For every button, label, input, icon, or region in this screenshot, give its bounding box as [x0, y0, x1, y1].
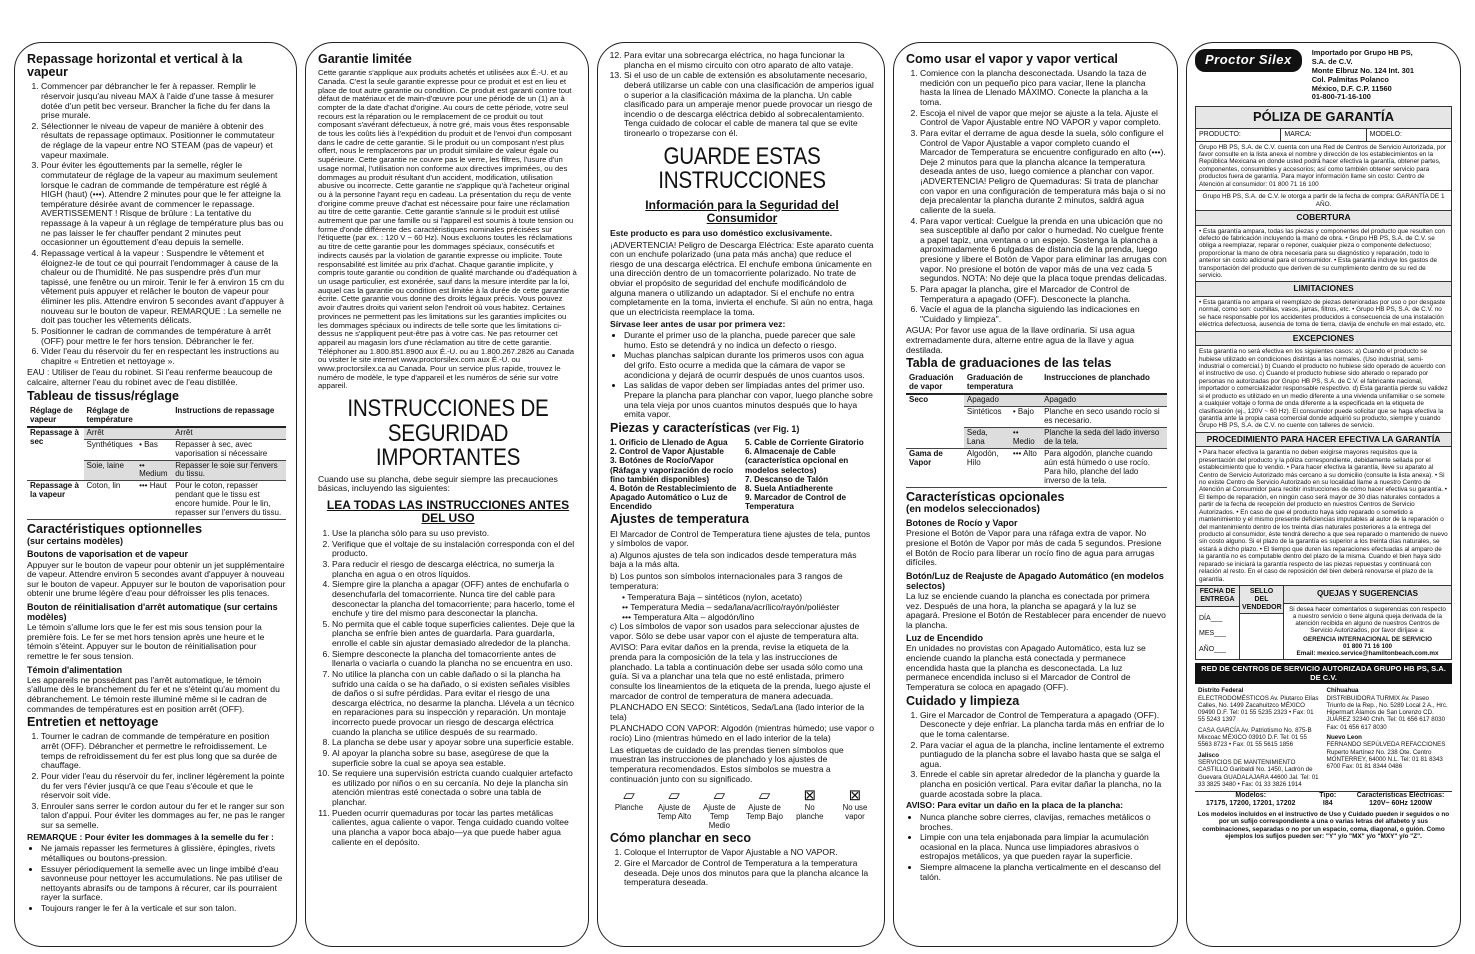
table-header: Graduación de temperatura: [964, 373, 1041, 394]
list-item: 12. Para evitar una sobrecarga eléctrica, no haga funcionar la plancha en el mismo circuito con otro aparato de alto vataje.: [624, 51, 874, 70]
heading-text: Piezas y características: [610, 420, 751, 435]
safety-list: [332, 529, 578, 847]
sello-col: [1240, 586, 1284, 659]
entretien-list: [41, 732, 286, 830]
list-item: • Limpie con una tela enjabonada para limpiar la acumulación ocasional en la placa. Nunca use limpiadores abrasivos o estropajos metálicos, ya que pueden rayar la superficie.: [920, 833, 1167, 862]
quejas-text: Si desea hacer comentarios o sugerencias con respecto a nuestro servicio o tiene alguna queja derivada de la atención recibida en alguno de nuestros Centros de Servicio Autorizados, por favor diríjase a:: [1289, 605, 1446, 635]
heading-reinit: Bouton de réinitialisation d'arrêt automatique (sur certains modèles): [27, 602, 278, 623]
list-item: 1. Use la plancha sólo para su uso previsto.: [332, 529, 578, 539]
temp-ranges: [622, 593, 874, 622]
product-fields: [1196, 129, 1451, 142]
list-item: 6. Vacíe el agua de la plancha siguiendo las indicaciones en "Cuidado y limpieza".: [920, 305, 1167, 324]
eau-note: EAU : Utiliser de l'eau du robinet. Si l'eau renferme beaucoup de calcaire, alterner l'eau du robinet avec de l'eau distillée.: [27, 367, 273, 387]
list-item: • Ne jamais repasser les fermetures à glissière, épingles, rivets métalliques ou boutons-pression.: [41, 844, 286, 863]
table-cell: Algodón, Hilo: [964, 449, 1010, 488]
table-header: Graduación de vapor: [906, 373, 964, 394]
label: Tipo:: [1319, 792, 1337, 800]
list-item: 1. Comience con la plancha desconectada. Usando la taza de medición con un pequeño pico para vaciar, llene la plancha hasta la línea de Llenado MÁXIMO. Conecte la plancha a la toma.: [920, 69, 1167, 108]
repassage-list: [41, 82, 286, 366]
label: Modelos:: [1235, 792, 1267, 800]
table-cell: Seda, Lana: [964, 428, 1010, 449]
panel-french-ironing: [14, 42, 297, 947]
center-entry: DISTRIBUIDORA TURMIX Av. Paseo Triunfo de la Rep., No. 5289 Local 2 A., Hrc. Hipermart Álamos de San Lorenzo CD. JUÁREZ 32340 Chih. Tel: 01 656 617 8030 Fax: 01 656 617 8030: [1326, 694, 1448, 731]
region: Distrito Federal: [1198, 687, 1244, 695]
paragraph: En unidades no provistas con Apagado Automático, esta luz se enciende cuando la plancha está conectada y permanece encendida hasta que la plancha es desconectada. La luz permanece encendida incluso si el Marcador de Control de Temperatura se coloca en apagado (OFF).: [906, 643, 1146, 692]
section-limitaciones: LIMITACIONES: [1196, 281, 1451, 297]
fabric-table-es: [906, 373, 1167, 487]
table-cell: Soie, laine: [84, 460, 137, 481]
list-item: 4. Siempre gire la plancha a apagar (OFF) antes de enchufarla o desenchufarla del tomacorriente. Nunca tire del cable para desconectar la plancha del tomacorriente; para hacerlo, tome el enchufe y tire del mismo para desconectar la plancha.: [332, 580, 578, 619]
intro: Grupo HB PS, S.A. de C.V. cuenta con una Red de Centros de Servicio Autorizada, por favor consulte en la lista anexa el nombre y dirección de los establecimientos en la República Mexicana en donde usted podrá hacer efectiva la garantía, obtener partes, componentes, consumibles y accesorios; así como también obtener servicio para productos fuera de garantía. Para mayor información llame sin costo: Centro de Atención al consumidor: 01 800 71 16 100: [1199, 143, 1447, 188]
intro: Cuando use su plancha, debe seguir siempre las precauciones básicas, incluyendo las siguientes:: [318, 473, 558, 494]
footer-note: Los modelos incluidos en el instructivo de Uso y Cuidado pueden ir seguidos o no por un sufijo correspondiente a una o varias letras del alfabeto y sus combinaciones, separadas o no por un espacio, coma, diagonal, o guión. Como ejemplos los sufijos pueden ser: "Y" y/o "MX" y/o "MXY" y/o "Z".: [1197, 810, 1450, 841]
date-field: DÍA___: [1199, 614, 1223, 622]
red-centros-bar: RED DE CENTROS DE SERVICIO AUTORIZADA GRUPO HB PS, S.A. DE C.V.: [1195, 663, 1452, 684]
warranty-box: [1195, 106, 1452, 660]
section-excepciones: EXCEPCIONES: [1196, 331, 1451, 347]
service-centers: [1195, 684, 1452, 791]
panel-vapor: [893, 42, 1178, 947]
crossed-steam-icon: ⊠: [848, 787, 862, 805]
first-use-list: [624, 331, 874, 420]
paragraph: b) Los puntos son símbolos internacionales para 3 rangos de temperatura:: [610, 571, 843, 591]
list-item: 2. Sélectionner le niveau de vapeur de manière à obtenir des résultats de repassage optimaux. Positionner le commutateur de réglage de la vapeur entre NO STEAM (pas de vapeur) et vapeur maximale.: [41, 122, 286, 161]
paragraph: Le témoin s'allume lors que le fer est mis sous tension pour la première fois. Le fer se met hors tension après une heure et le témoin s'éteint. Appuyer sur le bouton de réinitialisation pour remettre le fer sous tension.: [27, 622, 265, 662]
paragraph: Les appareils ne possédant pas l'arrêt automatique, le témoin s'allume dès le branchement du fer et ne s'éteint qu'au moment du débranchement. Le témoin reste illuminé même si le cadran de commandes de températures est en position arrêt (OFF).: [27, 674, 280, 714]
part-item: 6. Almacenaje de Cable (característica opcional en modelos selectos): [745, 447, 849, 475]
part-item: 3. Botónes de Rocío/Vapor (Ráfaga y vaporización de rocío fino también disponibles): [610, 456, 734, 484]
field-marca: MARCA:: [1281, 129, 1366, 141]
parts-list: [610, 438, 874, 512]
tipo-value: I84: [1322, 800, 1333, 808]
center-entry: ELECTRODOMÉSTICOS Av. Plutarco Elías Calles, No. 1499 Zacahuitzco MÉXICO 09490 D.F. Tel: 01 55 5235 2323 • Fax: 01 55 5243 1397: [1198, 694, 1319, 724]
info-title: Información para la Seguridad del Consumidor: [645, 197, 839, 225]
region: Chihuahua: [1326, 687, 1359, 695]
list-item: 3. Enrede el cable sin apretar alrededor de la plancha y guarde la plancha en posición vertical. Para evitar dañar la plancha, no la guarde acostada sobre la placa.: [920, 770, 1167, 799]
agua-note: AGUA: Por favor use agua de la llave ordinaria. Si usa agua extremadamente dura, alterne entre agua de la llave y agua destilada.: [906, 325, 1135, 355]
header: [1195, 49, 1452, 102]
symbol-bajo: [746, 788, 784, 830]
importer-line: Monte Elbruz No. 124 Int. 301: [1311, 65, 1414, 75]
list-item: • Essuyer périodiquement la semelle avec un linge imbibé d'eau savonneuse pour nettoyer les accumulations. Ne pas utiliser de nettoyants abrasifs ou de tampons à récurer, car ils pourraient rayer la surface.: [41, 865, 286, 904]
list-item: 11. Pueden ocurrir quemaduras por tocar las partes metálicas calientes, agua caliente o vapor. Tenga cuidado cuando voltee una plancha a vapor boca abajo—ya que puede haber agua caliente en el depósito.: [332, 809, 578, 848]
heading-caracteristiques: Caractéristiques optionnelles: [27, 522, 203, 537]
part-item: 2. Control de Vapor Ajustable: [610, 447, 724, 457]
models-value: 17175, 17200, 17201, 17202: [1205, 800, 1296, 808]
list-item: 5. Positionner le cadran de commandes de température à arrêt (OFF) pour mettre le fer hors tension. Débrancher le fer.: [41, 327, 286, 346]
part-item: 1. Orificio de Llenado de Agua: [610, 437, 728, 447]
fabric-table: [27, 406, 286, 520]
table-cell: [136, 427, 172, 439]
iron-icon: ▱: [668, 787, 680, 805]
list-item: 3. Pour éviter les égouttements par la semelle, régler le commutateur de réglage de la vapeur au maximum seulement lorsque le cadran de commande de température est réglé à HIGH (haut) (•••). Attendre 2 minutes pour que le fer atteigne la température désirée avant de commencer le repassage. AVERTISSEMENT ! Risque de brûlure : La tentative du repassage à la vapeur à un réglage de température plus bas ou ne pas laisser le fer chauffer pendant 2 minutes peut occasionner un égouttement d'eau depuis la semelle.: [41, 161, 286, 248]
heading-tableau: Tableau de tissus/réglage: [27, 388, 179, 403]
table-cell: Sintéticos: [964, 407, 1010, 428]
seco-list: [624, 848, 874, 888]
table-cell: Seco: [906, 394, 964, 448]
table-header: Réglage de température: [84, 406, 173, 427]
list-item: 10. Se requiere una supervisión estricta cuando cualquier artefacto es utilizado por niños o en su cercanía. No deje la plancha sin atención mientras esté conectada o sobre una tabla de planchar.: [332, 769, 578, 808]
heading-repassage: Repassage horizontal et vertical à la vapeur: [27, 52, 243, 80]
gerencia: GERENCIA INTERNACIONAL DE SERVICIO: [1303, 636, 1432, 644]
importer-line: México, D.F. C.P. 11560: [1311, 83, 1392, 93]
symbol-label: No use vapor: [842, 803, 868, 821]
table-row: [906, 449, 1167, 488]
paragraph: El Marcador de Control de Temperatura tiene ajustes de tela, puntos y símbolos de vapor.: [610, 528, 871, 549]
safety-list-cont: [624, 51, 874, 139]
table-row: [27, 427, 286, 439]
list-item: 1. Gire el Marcador de Control de Temperatura a apagado (OFF). Desconecte y deje enfriar. La plancha tarda más en enfriar de lo que le toma calentarse.: [920, 711, 1167, 740]
remarque-list: [41, 844, 286, 913]
list-item: 5. No permita que el cable toque superficies calientes. Deje que la plancha se enfríe bien antes de guardarla. Para guardarla, enrolle el cable sin ajustar demasiado alrededor de la plancha.: [332, 620, 578, 649]
lea-heading: LEA TODAS LAS INSTRUCCIONES ANTES DEL USO: [326, 497, 570, 525]
sirvase: Sírvase leer antes de usar por primera vez:: [610, 318, 786, 329]
table-header: Instrucciones de planchado: [1041, 373, 1167, 394]
list-item: • Toujours ranger le fer à la verticale et sur son talon.: [41, 904, 286, 914]
table-cell: Repassage à la vapeur: [27, 481, 84, 520]
panel-poliza: [1186, 42, 1461, 947]
list-item: 1. Coloque el Interruptor de Vapor Ajustable a NO VAPOR.: [624, 848, 874, 858]
col-header: FECHA DE ENTREGA: [1196, 586, 1239, 607]
iron-icon: ▱: [713, 787, 726, 805]
heading-temoin: Témoin d'alimentation: [27, 664, 123, 675]
part-item: 5. Cable de Corriente Giratorio: [745, 437, 864, 447]
symbol-label: No planche: [796, 803, 824, 821]
part-item: 9. Marcador de Control de Temperatura: [745, 493, 846, 512]
symbol-medio: [700, 788, 738, 830]
table-cell: • Bajo: [1010, 407, 1041, 428]
table-cell: Gama de Vapor: [906, 449, 964, 488]
heading-entretien: Entretien et nettoyage: [27, 715, 159, 730]
table-cell: Planche en seco usando rocío si es necesario.: [1041, 407, 1167, 428]
aviso-list: [920, 813, 1167, 882]
iron-icon: ▱: [623, 787, 635, 805]
part-item: 4. Botón de Restablecimiento de Apagado Automático o Luz de Encendido: [610, 483, 737, 512]
list-item: 2. Gire el Marcador de Control de Temperatura a la temperatura deseada. Deje unos dos minutos para que la plancha alcance la temperatura deseada.: [624, 859, 874, 888]
paragraph: Presione el Botón de Vapor para una ráfaga extra de vapor. No presione el Botón de Vapor por más de cada 5 segundos. Presione el Botón de Rocío para liberar un rocío fino de agua para arrugas difíciles.: [906, 528, 1162, 568]
poliza-title: PÓLIZA DE GARANTÍA: [1196, 107, 1451, 129]
heading-como: Como usar el vapor y vapor vertical: [906, 52, 1118, 66]
symbol-no-planche: [791, 788, 829, 830]
symbol-label: Ajuste de Temp Bajo: [746, 803, 783, 821]
fecha-col: [1196, 586, 1240, 659]
list-item: 3. Para reducir el riesgo de descarga eléctrica, no sumerja la plancha en agua o en otros líquidos.: [332, 560, 578, 579]
list-item: • Muchas planchas salpican durante los primeros usos con agua del grifo. Esto ocurre a medida que la cámara de vapor se acondiciona y dejará de ocurrir después de unos cuantos usos.: [624, 351, 874, 380]
table-cell: ••• Alto: [1010, 449, 1041, 488]
models-row: [1195, 791, 1452, 808]
col-header: QUEJAS Y SUGERENCIAS: [1284, 586, 1451, 604]
importer-line: 01-800-71-16-100: [1311, 92, 1371, 102]
importer-line: Importado por Grupo HB PS,: [1311, 48, 1413, 57]
list-item: 5. Para apagar la plancha, gire el Marcador de Control de Temperatura a apagado (OFF). Desconecte la plancha.: [920, 285, 1167, 304]
vapor-list: [920, 69, 1167, 324]
list-item: 6. Siempre desconecte la plancha del tomacorriente antes de llenarla o vaciarla o cuando la plancha no se encuentra en uso.: [332, 650, 578, 669]
heading-tabla: Tabla de graduaciones de las telas: [906, 356, 1112, 371]
heading-garantie: Garantie limitée: [318, 52, 412, 66]
heading-boton: Botón/Luz de Reajuste de Apagado Automático (en modelos selectos): [906, 570, 1164, 591]
symbol-label: Planche: [614, 803, 644, 813]
heading-botones: Botones de Rocío y Vapor: [906, 518, 1018, 529]
paragraph: Appuyer sur le bouton de vapeur pour obtenir un jet supplémentaire de vapeur. Attendre environ 5 secondes avant d'appuyer à nouveau sur le bouton de vapeur. Appuyer sur le bouton de vaporisation pour obtenir une brume légère d'eau pour défroisser les plis tenaces.: [27, 559, 286, 599]
list-item: 7. No utilice la plancha con un cable dañado o si la plancha ha sufrido una caída o se ha dañado, o si existen señales visibles de daños o si sufre pérdidas. Para evitar el riesgo de una descarga eléctrica, no desarme la plancha. Llévela a un técnico en reparaciones para su inspección y reparación. Un montaje incorrecto puede provocar un riesgo de descarga eléctrica cuando la plancha se utilice después de su rearmado.: [332, 670, 578, 737]
crossed-iron-icon: ⊠: [803, 787, 817, 805]
section-procedimiento: PROCEDIMIENTO PARA HACER EFECTIVA LA GARANTÍA: [1196, 432, 1451, 448]
list-item: 13. Si el uso de un cable de extensión es absolutamente necesario, deberá utilizarse un cable con una clasificación de amperios igual o superior a la clasificación máxima de la plancha. Un cable clasificado para un amperaje menor puede provocar un riesgo de incendio o de descarga eléctrica debido al sobrecalentamiento. Tenga cuidado de colocar el cable de manera tal que se evite tironearlo o tropezarse con él.: [624, 71, 874, 138]
part-item: 8. Suela Antiadherente: [745, 483, 833, 493]
aviso: AVISO: Para evitar un daño en la placa de la plancha:: [906, 800, 1124, 811]
paragraph: c) Los símbolos de vapor son usados para seleccionar ajustes de vapor. Sólo se debe usar vapor con el ajuste de temperatura alta.: [610, 621, 860, 641]
heading-piezas: [610, 422, 874, 435]
list-item: 9. Al apoyar la plancha sobre su base, asegúrese de que la superficie sobre la cual se apoya sea estable.: [332, 749, 578, 768]
list-item: • Durante el primer uso de la plancha, puede parecer que sale humo. Esto se detendrá y no indica un defecto o riesgo.: [624, 331, 874, 350]
symbol-alto: [655, 788, 693, 830]
field-producto: PRODUCTO:: [1196, 129, 1281, 141]
list-item: 2. Escoja el nivel de vapor que mejor se ajuste a la tela. Ajuste el Control de Vapor Ajustable entre NO VAPOR y vapor completo.: [920, 109, 1167, 128]
table-cell: Repasser à sec, avec vaporisation si nécessaire: [172, 439, 286, 460]
label: Características Eléctricas:: [1356, 792, 1445, 800]
big-title-guarde: GUARDE ESTAS INSTRUCCIONES: [658, 142, 826, 195]
paragraph: La luz se enciende cuando la plancha es conectada por primera vez. Después de una hora, la plancha se apagará y la luz se apagará. Presione el Botón de Restablecer para encender de nuevo la plancha.: [906, 590, 1166, 630]
remarque: REMARQUE : Pour éviter les dommages à la semelle du fer :: [27, 831, 274, 842]
table-cell: Arrêt: [84, 427, 137, 439]
symbol-label: Ajuste de Temp Medio: [703, 803, 736, 830]
heading-seco: Cómo planchar en seco: [610, 831, 752, 846]
paragraph: Las etiquetas de cuidado de las prendas tienen símbolos que muestran las instrucciones de planchado y los ajustes de temperatura recomendados. Estos símbolos se muestra a continuación junto con su significado.: [610, 744, 844, 784]
range-item: •• Temperatura Media – seda/lana/acrílico/rayón/poliéster: [622, 601, 840, 612]
table-cell: Apagado: [964, 394, 1010, 406]
center-entry: FERNANDO SEPÚLVEDA REFACCIONES Ruperto Martínez No. 238 Ote. Centro MONTERREY, 64000 N.L. Tel: 01 81 8343 6700 Fax: 01 81 8344 0486: [1326, 741, 1446, 771]
heading-cuidado: Cuidado y limpieza: [906, 693, 1020, 708]
list-item: 1. Commencer par débrancher le fer à repasser. Remplir le réservoir jusqu'au niveau MAX à l'aide d'une tasse à mesurer dotée d'un petit bec verseur. Brancher la fiche du fer dans la prise murale.: [41, 82, 286, 121]
quejas-section: [1196, 585, 1451, 659]
care-symbols: [610, 788, 874, 830]
symbol-planche: [610, 788, 648, 830]
table-cell: Apagado: [1041, 394, 1167, 406]
heading-luz: Luz de Encendido: [906, 633, 984, 644]
panel-guarde: [597, 42, 885, 947]
paragraph: a) Algunos ajustes de tela son indicados desde temperatura más baja a la más alta.: [610, 549, 857, 570]
date-field: MES___: [1199, 630, 1226, 638]
list-item: 4. Repassage vertical à la vapeur : Suspendre le vêtement et éloignez-le de tout ce qui pourrait l'endommager à cause de la chaleur ou de l'humidité. Ne pas suspendre près d'un mur tapissé, une fenêtre ou un miroir. Tenir le fer à environ 15 cm du vêtement puis appuyer et relâcher le bouton de vapeur pour éliminer les plis. Attendre environ 5 secondes avant d'appuyer à nouveau sur le bouton de vapeur. REMARQUE : La semelle ne doit pas toucher les vêtements délicats.: [41, 249, 286, 326]
iron-icon: ▱: [758, 787, 771, 805]
table-header: Instructions de repassage: [172, 406, 286, 427]
brand-logo: Proctor Silex: [1195, 49, 1302, 72]
table-header: Réglage de vapeur: [27, 406, 84, 427]
paragraph: PLANCHADO CON VAPOR: Algodón (mientras húmedo; use vapor o rocío) Lino (mientras húmedo en el lado interior de la tela): [610, 723, 874, 744]
panel-garantie: [305, 42, 589, 947]
excepciones-text: Esta garantía no será efectiva en los siguientes casos: a) Cuando el producto se hubiese utilizado en condiciones distintas a las normales. (Uso industrial, semi-industrial o comercial.) b) Cuando el producto no hubiese sido operado de acuerdo con el instructivo de uso. c) Cuando el producto hubiese sido alterado o reparado por personas no autorizadas por Grupo HB PS, S.A. de C.V. el fabricante nacional, importador o comercializador responsable respectivo. d) Esta garantía pierde su validez si el producto es utilizado en un medio diferente a una vivienda unifamiliar o se somete a cualquier voltaje o forma de onda diferente a la especificada en la etiqueta de clasificación (ej., 120V ~ 60 Hz). El consumidor puede solicitar que se haga efectiva la garantía ante la propia casa comercial donde adquirió su producto, siempre y cuando Grupo HB PS, S.A. de C.V. no cuente con talleres de servicio.: [1199, 348, 1448, 430]
heading-ajustes: Ajustes de temperatura: [610, 512, 749, 527]
table-cell: Coton, lin: [84, 481, 137, 520]
table-cell: [1010, 394, 1041, 406]
date-field: AÑO___: [1199, 646, 1226, 654]
procedimiento-text: • Para hacer efectiva la garantía no deben exigirse mayores requisitos que la presentación del producto y la póliza correspondiente, debidamente sellada por el establecimiento que lo vendió. • Para hacer efectiva la garantía, lleve su aparato al Centro de Servicio Autorizado más cercano a su domicilio (consulte la lista anexa). • Si no existe Centro de Servicio Autorizado en su localidad llame a nuestro Centro de Atención al Consumidor para recibir instrucciones de cómo hacer efectiva su garantía. • El tiempo de reparación, en ningún caso será mayor de 30 días naturales contados a partir de la fecha de recepción del producto en nuestros Centros de Servicio Autorizados. • En caso de que el producto haya sido reparado o sometido a mantenimiento y el mismo presente deficiencias imputables al autor de la reparación o del mantenimiento dentro de los treinta días naturales posteriores a la entrega del producto al consumidor, éste tendrá derecho a que sea reparado o mantenido de nuevo sin costo alguno. Si el plazo de la garantía es superior a los treinta días naturales, se estará a dicho plazo. • El tiempo que duren las reparaciones efectuadas al amparo de la garantía no es computable dentro del plazo de la misma. Cuando el bien haya sido reparado se iniciará la garantía respecto de las piezas repuestas y continuará con relación al resto. En el caso de reposición del bien deberá renovarse el plazo de la garantía.: [1199, 449, 1448, 583]
electrical-value: 120V~ 60Hz 1200W: [1369, 800, 1433, 808]
advertencia: ¡ADVERTENCIA! Peligro de Descarga Eléctrica: Este aparato cuenta con un enchufe polarizado (una pata más ancha) que reduce el riesgo de una descarga eléctrica. El enchufe embona únicamente en una dirección dentro de un tomacorriente polarizado. No trate de obviar el propósito de seguridad del enchufe modificándolo de alguna manera o utilizando un adaptador. Si el enchufe no entra completamente en la toma, inviertа el enchufe. Si aún no entra, haga que un electricista reemplace la toma.: [610, 239, 874, 317]
cuidado-list: [920, 711, 1167, 800]
table-cell: Arrêt: [172, 427, 286, 439]
symbol-no-vapor: [836, 788, 874, 830]
list-item: • Nunca planche sobre cierres, clavijas, remaches metálicos o broches.: [920, 813, 1167, 832]
importer-info: [1312, 49, 1414, 102]
domestico: Este producto es para uso doméstico exclusivamente.: [610, 227, 833, 238]
importer-line: Col. Palmitas Polanco: [1311, 74, 1389, 84]
subheading: (sur certains modèles): [27, 536, 124, 547]
table-cell: ••• Haut: [136, 481, 172, 520]
region: Nuevo Leon: [1326, 734, 1362, 742]
center-entry: SERVICIOS DE MANTENIMIENTO CASTILLO Garibaldi No. 1450, Ladrón de Guevara GUADALAJARA 44600 Jal. Tel: 01 33 3825 3480 • Fax: 01 33 3826 1914: [1198, 759, 1319, 788]
garantie-text: Cette garantie s'applique aux produits achetés et utilisées aux É.-U. et au Canada. C'est la seule garantie expresse pour ce produit et est en lieu et place de tout autre garantie ou condition. Ce produit est garanti contre tout défaut de matériaux et de main-d'œuvre pour une période de un (1) an à compter de la date d'achat d'origine. Au cours de cette période, votre seul recours est la réparation ou le remplacement de ce produit ou tout composant s'avérant défectueux, à notre gré, mais vous êtes responsable de tous les coûts liés à l'expédition du produit et de l'envoi d'un composant dans le cadre de cette garantie. Si le produit ou un composant n'est plus offert, nous le remplacerons par un produit similaire de valeur égale ou supérieure. Cette garantie ne couvre pas le verre, les filtres, l'usure d'un usage normal, l'utilisation non conforme aux directives imprimées, ou des dommages au produit résultant d'un accident, modification, utilisation abusive ou incorrecte. Cette garantie ne s'applique qu'à l'acheteur original ou à la personne l'ayant reçu en cadeau. La présentation du reçu de vente d'origine comme preuve d'achat est nécessaire pour faire une réclamation au titre de cette garantie. Cette garantie s'annule si le produit est utilisé autrement que par une famille ou si l'appareil est soumis à toute tension ou forme d'onde différente des caractéristiques nominales précisées sur l'étiquette (par ex. : 120 V ~ 60 Hz). Nous excluons toutes les réclamations au titre de cette garantie pour les dommages spéciaux, consécutifs et indirects causés par la violation de garantie expresse ou implicite. Toute responsabilité est limitée au prix d'achat. Chaque garantie implicite, y compris toute garantie ou condition de qualité marchande ou d'adéquation à un usage particulier, est exonérée, sauf dans la mesure interdite par la loi, auquel cas la garantie ou condition est limitée à la durée de cette garantie écrite. Cette garantie vous donne des droits légaux précis. Vous pouvez avoir d'autres droits qui varient selon l'endroit où vous habitez. Certaines provinces ne permettent pas les limitations sur les garanties implicites ou les dommages spéciaux ou indirects de telle sorte que les limitations ci-dessus ne s'appliquent peut-être pas à votre cas. Ne pas retourner cet appareil au magasin lors d'une réclamation au titre de cette garantie. Téléphoner au 1.800.851.8900 aux É.-U. ou au 1.800.267.2826 au Canada ou visiter le site internet www.proctorsilex.com aux É.-U. ou www.proctorsilex.ca au Canada. Pour un service plus rapide, trouvez le numéro de modèle, le type d'appareil et les numéros de série sur votre appareil.: [318, 68, 577, 391]
symbol-label: Ajuste de Temp Alto: [657, 803, 692, 821]
list-item: 6. Vider l'eau du réservoir du fer en respectant les instructions au chapitre « Entretien et nettoyage ».: [41, 347, 286, 366]
importer-line: S.A. de C.V.: [1311, 56, 1353, 66]
table-cell: Pour le coton, repasser pendant que le tissu est encore humide. Pour le lin, repasser sur l'envers du tissu.: [172, 481, 286, 520]
list-item: 2. Para vaciar el agua de la plancha, incline lentamente el extremo puntiagudo de la plancha sobre el lavabo hasta que se salga el agua.: [920, 741, 1167, 770]
fig-ref: (ver Fig. 1): [753, 423, 800, 434]
list-item: 8. La plancha se debe usar y apoyar sobre una superficie estable.: [332, 738, 578, 748]
region: Jalisco: [1198, 751, 1219, 759]
big-title-seguridad: INSTRUCCIONES DE SEGURIDAD IMPORTANTES: [347, 395, 549, 472]
table-cell: •• Medio: [1010, 428, 1041, 449]
table-cell: Repassage à sec: [27, 427, 84, 481]
col-header: SELLO DEL VENDEDOR: [1240, 586, 1283, 614]
list-item: 3. Para evitar el derrame de agua desde la suela, sólo configure el Control de Vapor Ajustable a vapor completo cuando el Marcador de Temperatura se encuentre configurado en alto (•••). Deje 2 minutos para que la plancha alcance la temperatura deseada antes de uso, luego comience a planchar con vapor. ¡ADVERTENCIA! Peligro de Quemaduras: Si trata de planchar con vapor en una configuración de temperatura más baja o si no deja precalentar la plancha durante 2 minutos, saldrá agua caliente de la suela.: [920, 129, 1167, 216]
gerencia-tel: 01 800 71 16 100: [1342, 643, 1393, 651]
paragraph: AVISO: Para evitar daños en la prenda, revise la etiqueta de la prenda para la composición de la tela y las instrucciones de planchado. La tabla a continuación debe ser usada sólo como una guía. Si va a planchar una tela que no esté enlistada, primero consulte los lineamientos de la etiqueta de la prenda, luego ajuste el marcador de control de temperatura de manera adecuada.: [610, 642, 871, 701]
table-cell: Repasser le soie sur l'envers du tissu.: [172, 460, 286, 481]
part-item: 7. Descanso de Talón: [745, 474, 829, 484]
table-row: [906, 394, 1167, 406]
otorga: Grupo HB PS, S.A. de C.V. le otorga a partir de la fecha de compra: GARANTÍA DE 1 AÑO.: [1196, 190, 1451, 210]
table-cell: • Bas: [136, 439, 172, 460]
table-row: [27, 481, 286, 520]
list-item: 4. Para vapor vertical: Cuelgue la prenda en una ubicación que no sea susceptible al daño por calor o humedad. No cuelgue frente a papel tapiz, una ventana o un espejo. Sostenga la plancha a aproximadamente 6 pulgadas de distancia de la prenda, luego presione y libere el Botón de Vapor para eliminar las arrugas con vapor. No presione el botón de vapor más de una vez cada 5 segundos. NOTA: No deje que la placa toque prendas delicadas.: [920, 217, 1167, 284]
list-item: 3. Enrouler sans serrer le cordon autour du fer et le ranger sur son talon d'appui. Pour éviter les dommages au fer, ne pas le ranger sur sa semelle.: [41, 802, 286, 831]
cobertura-text: • Esta garantía ampara, todas las piezas y componentes del producto que resulten con defecto de fabricación incluyendo la mano de obra. • Grupo HB PS, S.A. de C.V. se obliga a reemplazar, reparar o reponer, cualquier pieza o componente defectuoso; proporcionar la mano de obra necesaria para su diagnóstico y reparación, todo lo anterior sin costo adicional para el consumidor. • Esta garantía incluye los gastos de transportación del producto que deriven de su cumplimiento dentro de su red de servicio.: [1199, 227, 1445, 280]
field-modelo: MODELO:: [1369, 130, 1402, 138]
subheading: (en modelos seleccionados): [906, 503, 1040, 515]
center-entry: CASA GARCÍA Av. Patriotismo No. 875-B Mixcoac MÉXICO 03910 D.F. Tel: 01 55 5563 8723 • Fax: 01 55 5615 1856: [1198, 726, 1312, 749]
table-cell: Para algodón, planche cuando aún está húmedo o use rocío. Para hilo, planche del lado inverso de la tela.: [1041, 449, 1167, 488]
list-item: • Las salidas de vapor deben ser limpiadas antes del primer uso. Prepare la plancha para planchar con vapor, luego planche sobre una tela vieja por unos cuantos minutos después que lo haya emita vapor.: [624, 381, 874, 420]
range-item: • Temperatura Baja – sintéticos (nylon, acetato): [622, 592, 803, 603]
table-cell: Planche la seda del lado inverso de la tela.: [1041, 428, 1167, 449]
heading-carac-es: Características opcionales: [906, 489, 1065, 504]
paragraph: PLANCHADO EN SECO: Sintéticos, Seda/Lana (lado interior de la tela): [610, 702, 865, 722]
list-item: • Siempre almacene la plancha verticalmente en el descanso del talón.: [920, 863, 1167, 882]
list-item: 1. Tourner le cadran de commande de température en position arrêt (OFF). Débrancher et permettre le refroidissement. Le temps de refroidissement du fer est plus long que sa durée de chauffage.: [41, 732, 286, 771]
table-cell: •• Medium: [136, 460, 172, 481]
quejas-col: [1284, 586, 1451, 659]
table-cell: Synthétiques: [84, 439, 137, 460]
list-item: 2. Pour vider l'eau du réservoir du fer, incliner légèrement la pointe du fer vers l'évier jusqu'à ce que l'eau s'écoule et que le réservoir soit vide.: [41, 772, 286, 801]
range-item: ••• Temperatura Alta – algodón/lino: [622, 611, 755, 622]
limitaciones-text: • Esta garantía no ampara el reemplazo de piezas deterioradas por uso o por desgaste normal, como son: cuchillas, vasos, jarras, filtros, etc. • Grupo HB PS, S.A. de C.V. no se hace responsable por los accidentes producidos a consecuencia de una instalación eléctrica defectuosa, ausencia de toma de tierra, clavija de enchufe en mal estado, etc.: [1199, 298, 1446, 329]
gerencia-email[interactable]: Email: mexico.service@hamiltonbeach.com.mx: [1296, 650, 1439, 658]
heading-boutons: Boutons de vaporisation et de vapeur: [27, 549, 189, 560]
list-item: 2. Verifique que el voltaje de su instalación corresponda con el del producto.: [332, 540, 578, 559]
section-cobertura: COBERTURA: [1196, 210, 1451, 226]
